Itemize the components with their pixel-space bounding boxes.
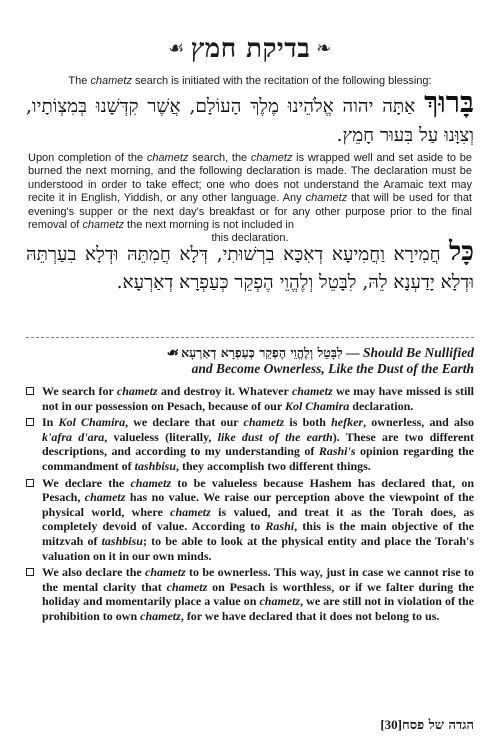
instructions-paragraph: Upon completion of the chametz search, the chametz is wrapped well and set aside to be burned the next morning, and the following declaration is made. The declaration must be understood in order to take effect; one who does not understand the Aramaic text may recite it in English, Yiddish, or any other language. Any chametz that will be used for that evening's supper or the next day's breakfast or for any other purpose prior to the final removal of chametz the next morning is not included in this declaration. (28, 152, 472, 245)
kol-chamira-first-word: כָּל (449, 237, 474, 267)
section-heading-hebrew: לִבָּטֵל וְלֶהֱוֵי הֶפְקֵר כְּעַפְרָא דְאַרְעָא (181, 345, 343, 360)
bullet-item: In Kol Chamira, we declare that our chametz is both hefker, ownerless, and also k'afra d'ara, valueless (literally, like dust of the earth). These are two different descriptions, and according to my understanding of Rashi's opinion regarding the commandment of tashbisu, they accomplish two different things. (26, 415, 474, 473)
title-text: בדיקת חמץ (190, 34, 311, 64)
section-heading-line1: ☙ לִבָּטֵל וְלֶהֱוֵי הֶפְקֵר כְּעַפְרָא דְאַרְעָא — Should Be Nullified (165, 345, 474, 360)
bullet-item: We search for chametz and destroy it. Whatever chametz we may have missed is still not in our possession on Pesach, because of our Kol Chamira declaration. (26, 384, 474, 413)
page-footer (26, 717, 474, 733)
checkbox-bullet-icon (26, 387, 34, 395)
kol-chamira-text: כָּל חֲמִירָא וַחֲמִיעָא דְאִכָּא בִרְשׁוּתִי, דְּלָא חֲמִתֵּהּ וּדְלָא בִעַרְתֵּהּ וּדְלָא יָדַעְנָא לֵהּ, לִבָּטֵל וְלֶהֱוֵי הֶפְקֵר כְּעַפְרָא דְאַרְעָא. (26, 237, 474, 293)
page-number: [30] (380, 717, 402, 732)
blessing-text: בָּרוּךְ אַתָּה יהוה אֱלֹהֵינוּ מֶלֶךְ הָעוֹלָם, אֲשֶׁר קִדְּשָׁנוּ בְּמִצְוֹתָיו, וְצִוָּנוּ עַל בִּעוּר חָמֵץ. (26, 85, 474, 146)
checkbox-bullet-icon (26, 479, 34, 487)
bullet-item: We declare the chametz to be valueless because Hashem has declared that, on Pesach, chametz has no value. We raise our perception above the viewpoint of the physical world, where chametz is valued, and treat it as the Torah does, as completely devoid of value. According to Rashi, this is the main objective of the mitzvah of tashbisu; to be able to look at the physical entity and place the Torah's valuation on it in our own minds. (26, 476, 474, 564)
section-heading-line2: and Become Ownerless, Like the Dust of the Earth (191, 361, 474, 376)
bullet-item: We also declare the chametz to be ownerless. This way, just in case we cannot rise to the mental clarity that chametz on Pesach is worthless, or if we falter during the holiday and momentarily place a value on chametz, we are still not in violation of the prohibition to own chametz, for we have declared that it does not belong to us. (26, 565, 474, 623)
ornament-right-icon: ☙ (168, 38, 185, 59)
ornament-icon: ☙ (165, 345, 178, 360)
checkbox-bullet-icon (26, 568, 34, 576)
checkbox-bullet-icon (26, 418, 34, 426)
bullet-list (26, 384, 474, 626)
section-divider (26, 337, 474, 338)
ornament-left-icon: ❧ (316, 38, 332, 59)
blessing-first-word: בָּרוּךְ (424, 85, 474, 119)
intro-text: The chametz search is initiated with the recitation of the following blessing: (68, 75, 432, 87)
book-title: הגדה של פסח (402, 718, 474, 733)
page-title (0, 34, 500, 64)
